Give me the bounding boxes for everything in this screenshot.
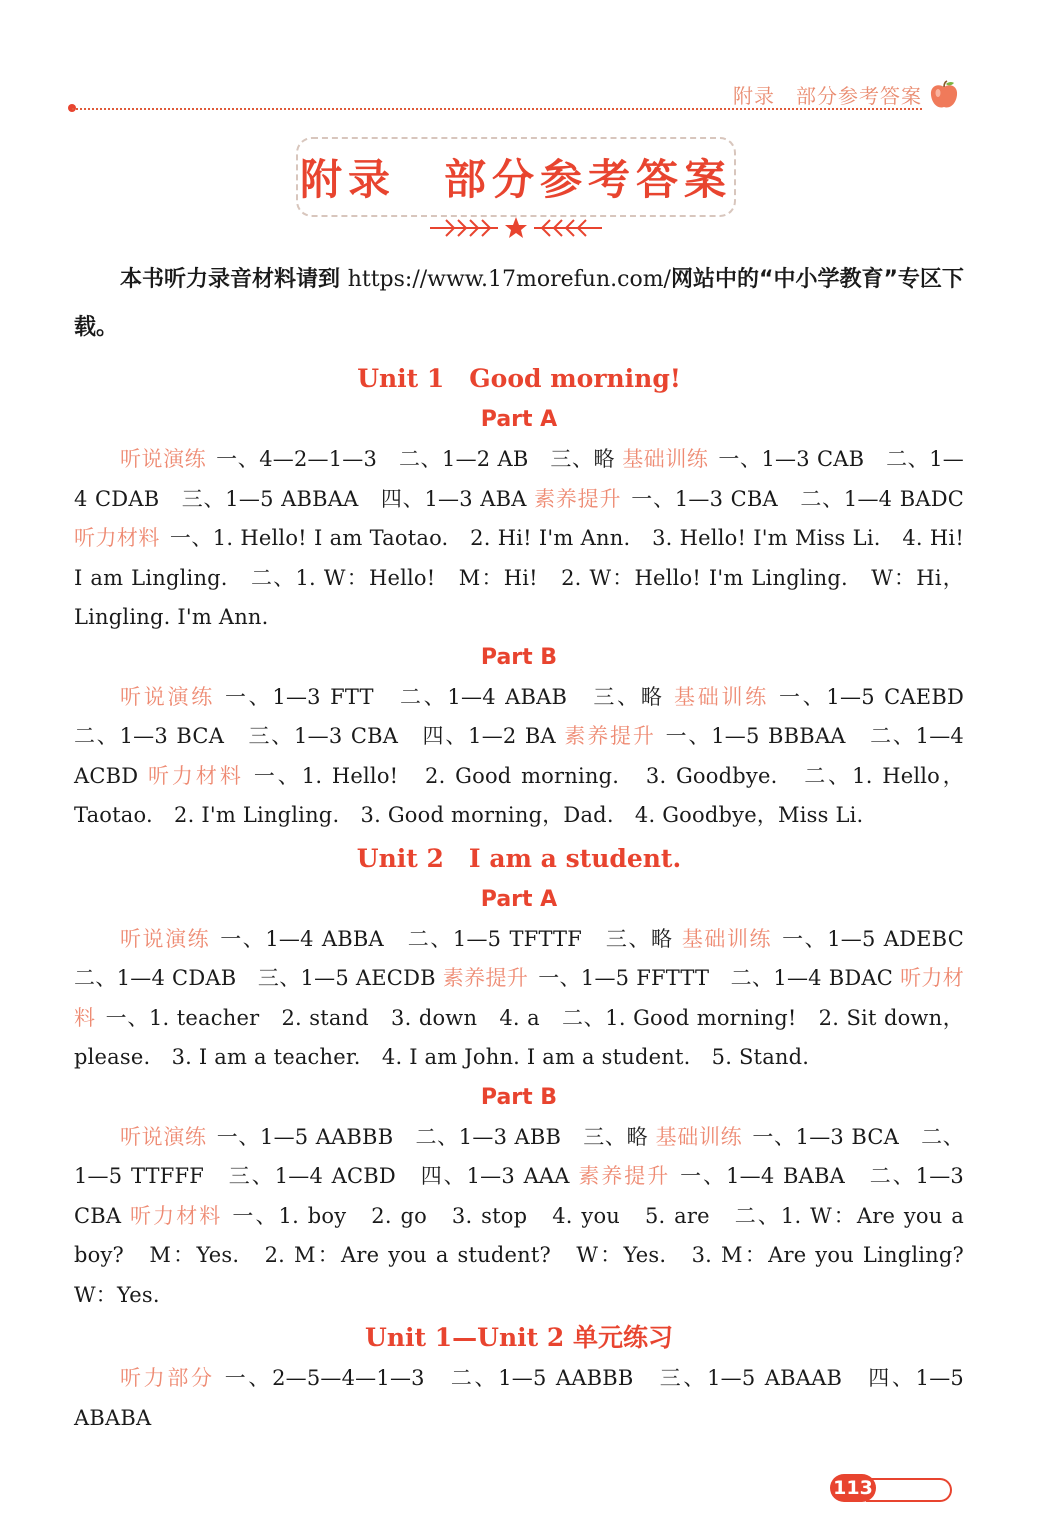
- unit-2-part-b-answers: 听说演练 一、1—5 AABBB 二、1—3 ABB 三、略 基础训练 一、1—3 BCA 二、1—5 TTFFF 三、1—4 ACBD 四、1—3 AAA 素养提升 一、1—4 BABA 二、1—3 CBA 听力材料 一、1. boy 2. go 3. stop 4. you 5. are 二、1. W：Are you a boy? M：Yes. 2. M：Are you a student? W：Yes. 3. M：Are you Lingling? W：Yes.: [74, 1124, 986, 1307]
- page-number-tail: [866, 1478, 952, 1502]
- page-title: 附录 部分参考答案: [299, 155, 732, 204]
- unit-1-title: Unit 1 Good morning!: [357, 364, 681, 393]
- intro-paragraph: 本书听力录音材料请到 https://www.17morefun.com/网站中的“中小学教育”专区下载。: [74, 267, 964, 340]
- page-number: 113: [830, 1474, 876, 1502]
- unit-2-part-b-title: Part B: [480, 1084, 558, 1110]
- unit-1-part-b-answers: 听说演练 一、1—3 FTT 二、1—4 ABAB 三、略 基础训练 一、1—5 CAEBD 二、1—3 BCA 三、1—3 CBA 四、1—2 BA 素养提升 一、1—5 BBBAA 二、1—4 ACBD 听力材料 一、1. Hello! 2. Good morning. 3. Goodbye. 二、1. Hello，Taotao. 2. I'm Lingling. 3. Good morning，Dad. 4. Goodbye，Miss Li.: [74, 684, 986, 827]
- unit-2-part-a-answers: 听说演练 一、1—4 ABBA 二、1—5 TFTTF 三、略 基础训练 一、1—5 ADEBC 二、1—4 CDAB 三、1—5 AECDB 素养提升 一、1—5 FFTTT 二、1—4 BDAC 听力材料 一、1. teacher 2. stand 3. down 4. a 二、1. Good morning! 2. Sit down，please. 3. I am a teacher. 4. I am John. I am a student. 5. Stand.: [74, 926, 986, 1069]
- unit-1-part-a-answers: 听说演练 一、4—2—1—3 二、1—2 AB 三、略 基础训练 一、1—3 CAB 二、1—4 CDAB 三、1—5 ABBAA 四、1—3 ABA 素养提升 一、1—3 CBA 二、1—4 BADC 听力材料 一、1. Hello! I am Taotao. 2. Hi! I'm Ann. 3. Hello! I'm Miss Li. 4. Hi! I am Lingling. 二、1. W：Hello! M：Hi! 2. W：Hello! I'm Lingling. W：Hi，Lingling. I'm Ann.: [74, 447, 964, 629]
- download-url[interactable]: https://www.17morefun.com/: [347, 267, 671, 292]
- header-text: 附录 部分参考答案: [733, 84, 922, 108]
- unit-1-part-a-title: Part A: [480, 407, 558, 432]
- review-answers: 听力部分 一、2—5—4—1—3 二、1—5 AABBB 三、1—5 ABAAB 四、1—5 ABABA: [74, 1366, 964, 1430]
- apple-icon: [928, 80, 960, 110]
- title-box: [296, 137, 736, 217]
- title-ornament-icon: [426, 215, 606, 241]
- unit-1-part-b-title: Part B: [480, 644, 558, 670]
- answer-content: [74, 256, 986, 1438]
- unit-2-title: Unit 2 I am a student.: [356, 843, 682, 873]
- review-title: Unit 1—Unit 2 单元练习: [365, 1323, 673, 1352]
- running-header: [72, 76, 962, 116]
- unit-2-part-a-title: Part A: [480, 886, 558, 912]
